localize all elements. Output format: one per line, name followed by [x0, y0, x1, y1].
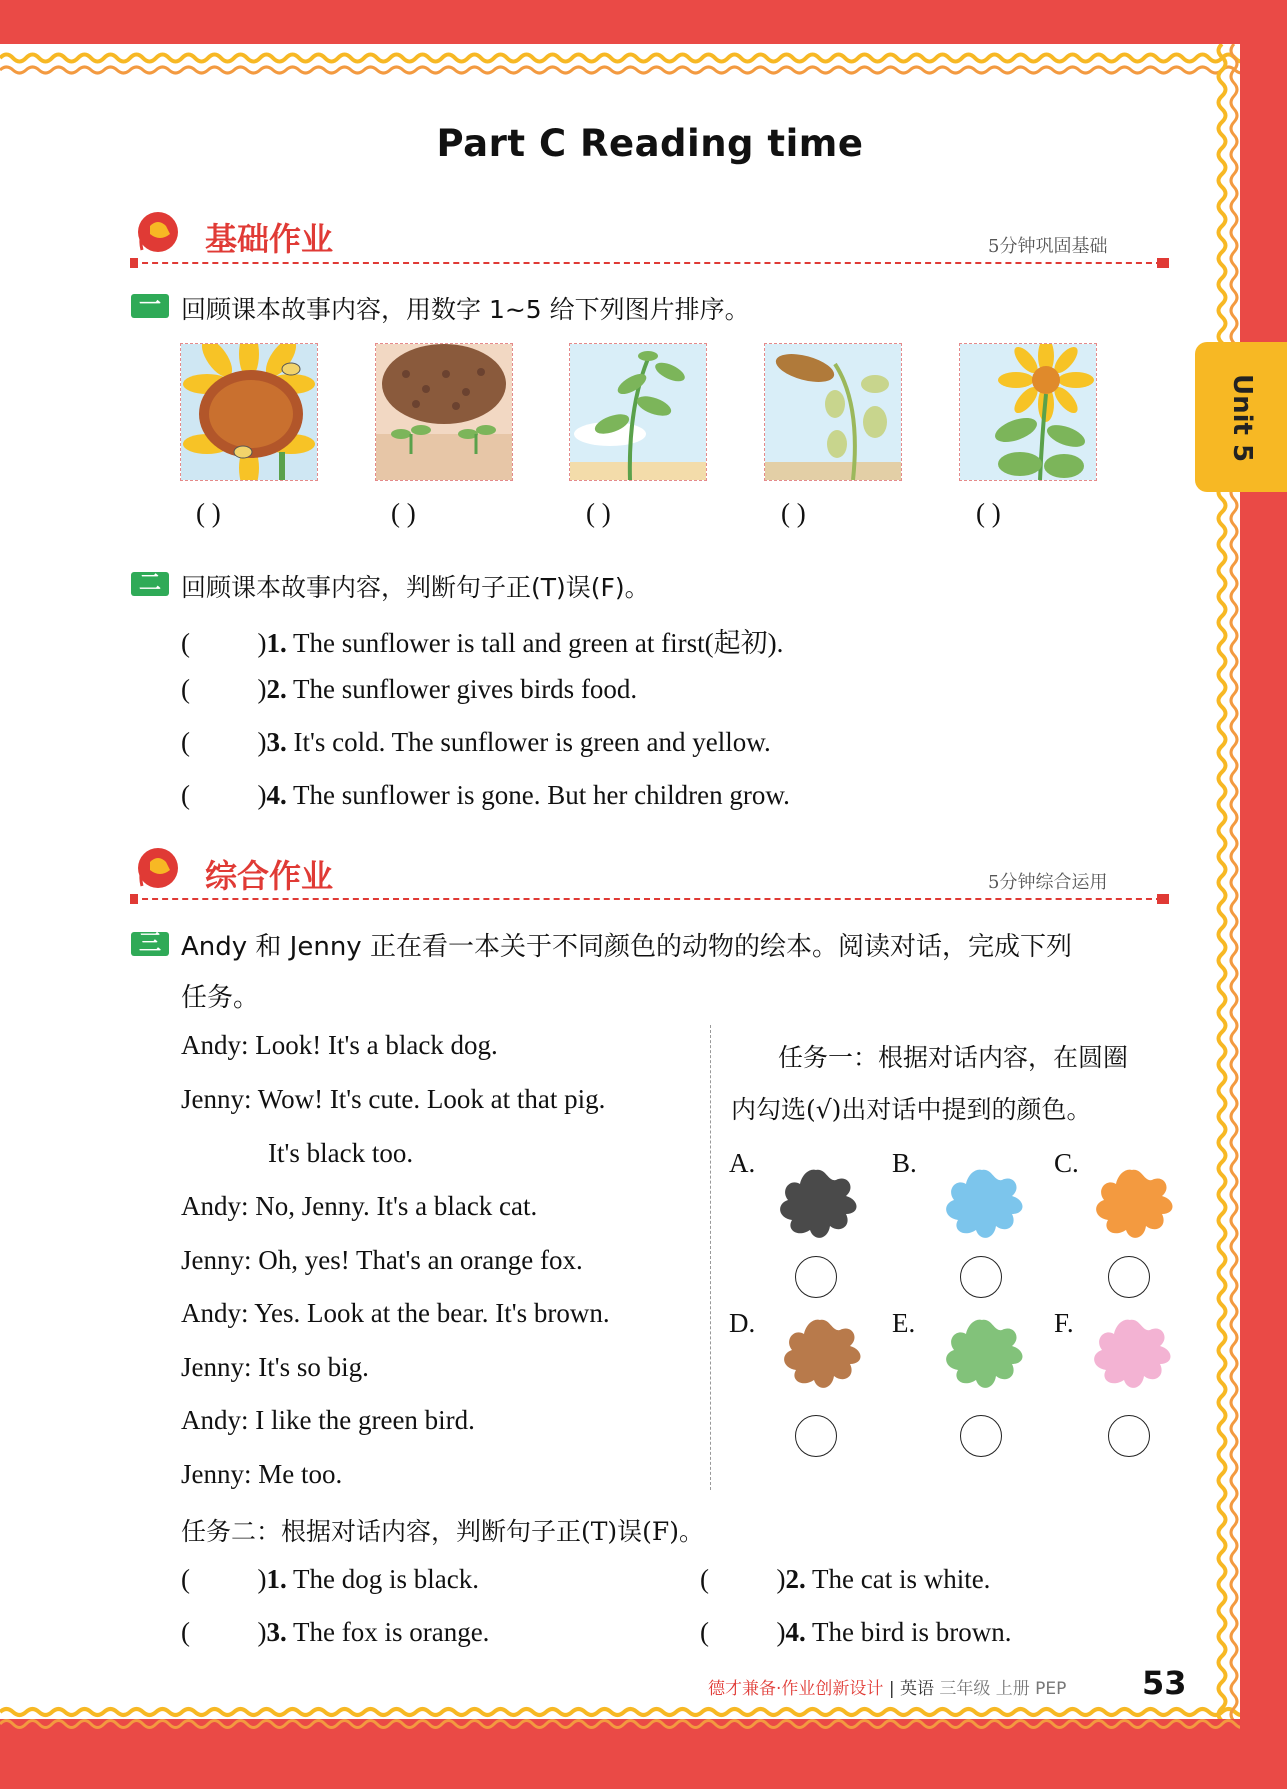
- answer-blank[interactable]: ( ): [700, 1564, 786, 1594]
- option-label-c: C.: [1054, 1148, 1079, 1178]
- picture-sunflower-bees: [180, 343, 318, 481]
- statement-text: The cat is white.: [805, 1564, 991, 1594]
- footer-subject: 英语: [899, 1679, 934, 1699]
- dialogue-line: Andy: Yes. Look at the bear. It's brown.: [181, 1298, 610, 1328]
- footer-grade: 三年级 上册 PEP: [939, 1679, 1067, 1699]
- checkbox-circle-b[interactable]: [960, 1256, 1002, 1298]
- question-number-1: 一: [131, 294, 169, 318]
- answer-blank[interactable]: ( ): [196, 498, 221, 528]
- section-integrated-subtitle: 5分钟综合运用: [988, 872, 1108, 893]
- option-label-f: F.: [1054, 1308, 1074, 1338]
- option-label-e: E.: [892, 1308, 916, 1338]
- unit-tab-label: Unit 5: [1227, 374, 1257, 463]
- question-1-text: 回顾课本故事内容，用数字 1~5 给下列图片排序。: [181, 295, 750, 324]
- divider-cap: [130, 894, 138, 904]
- item-number: 1.: [266, 1564, 287, 1594]
- question-number-2: 二: [131, 572, 169, 596]
- right-wavy-border: [1210, 44, 1256, 1719]
- checkbox-circle-c[interactable]: [1108, 1256, 1150, 1298]
- option-label-d: D.: [729, 1308, 756, 1338]
- section-basic-subtitle: 5分钟巩固基础: [988, 236, 1108, 257]
- task-2-instruction: 任务二：根据对话内容，判断句子正(T)误(F)。: [181, 1517, 705, 1546]
- paint-splash-blue-icon: [934, 1160, 1030, 1246]
- checkbox-circle-f[interactable]: [1108, 1415, 1150, 1457]
- answer-blank[interactable]: ( ): [181, 1564, 267, 1594]
- paint-splash-orange-icon: [1084, 1160, 1180, 1246]
- divider-cap: [1157, 258, 1169, 268]
- statement-text: The dog is black.: [286, 1564, 479, 1594]
- answer-blank[interactable]: ( ): [181, 628, 267, 658]
- answer-blank[interactable]: ( ): [181, 780, 267, 810]
- lantern-icon: [130, 840, 186, 896]
- section-divider: [132, 898, 1162, 900]
- answer-blank[interactable]: ( ): [181, 1617, 267, 1647]
- item-number: 3.: [266, 727, 287, 757]
- statement-row: [181, 1564, 479, 1595]
- answer-blank[interactable]: ( ): [181, 727, 267, 757]
- top-wavy-border: [0, 38, 1240, 84]
- dialogue-line: Jenny: Me too.: [181, 1459, 343, 1489]
- question-3-text-line1: Andy 和 Jenny 正在看一本关于不同颜色的动物的绘本。阅读对话，完成下列: [181, 932, 1072, 962]
- page-title: Part C Reading time: [436, 122, 864, 165]
- item-number: 2.: [266, 674, 287, 704]
- divider-cap: [1157, 894, 1169, 904]
- task-1-line1: 任务一：根据对话内容，在圆圈: [778, 1043, 1129, 1072]
- dialogue-line: Jenny: Oh, yes! That's an orange fox.: [181, 1245, 583, 1275]
- column-divider: [710, 1025, 711, 1490]
- dialogue-line: Jenny: It's so big.: [181, 1352, 369, 1382]
- dialogue-line: Andy: I like the green bird.: [181, 1405, 475, 1435]
- statement-row: [181, 621, 783, 660]
- answer-blank[interactable]: ( ): [700, 1617, 786, 1647]
- picture-wilted-sunflower: [764, 343, 902, 481]
- statement-row: [181, 780, 790, 811]
- statement-text: The sunflower is tall and green at first(起初).: [286, 628, 784, 658]
- answer-blank[interactable]: ( ): [181, 674, 267, 704]
- statement-text: It's cold. The sunflower is green and yellow.: [286, 727, 771, 757]
- item-number: 4.: [785, 1617, 806, 1647]
- option-label-b: B.: [892, 1148, 917, 1178]
- question-2-text: 回顾课本故事内容，判断句子正(T)误(F)。: [181, 573, 650, 602]
- statement-text: The bird is brown.: [805, 1617, 1012, 1647]
- section-divider: [132, 262, 1162, 264]
- answer-blank[interactable]: ( ): [976, 498, 1001, 528]
- question-number-3: 三: [131, 932, 169, 956]
- statement-text: The sunflower gives birds food.: [286, 674, 638, 704]
- statement-text: The sunflower is gone. But her children grow.: [286, 780, 790, 810]
- picture-seeds-sprouting: [375, 343, 513, 481]
- statement-row: [181, 674, 637, 705]
- statement-row: [700, 1617, 1011, 1648]
- paint-splash-pink-icon: [1082, 1310, 1178, 1396]
- section-integrated-title: 综合作业: [205, 857, 334, 895]
- checkbox-circle-e[interactable]: [960, 1415, 1002, 1457]
- lantern-icon: [130, 204, 186, 260]
- unit-tab[interactable]: [1195, 342, 1287, 492]
- picture-blooming-sunflower: [959, 343, 1097, 481]
- footer-separator: |: [888, 1679, 895, 1699]
- dialogue-line: Jenny: Wow! It's cute. Look at that pig.: [181, 1084, 606, 1114]
- answer-blank[interactable]: ( ): [586, 498, 611, 528]
- statement-row: [181, 727, 771, 758]
- footer-info: [708, 1674, 1066, 1699]
- statement-row: [181, 1617, 489, 1648]
- answer-blank[interactable]: ( ): [391, 498, 416, 528]
- dialogue-line: It's black too.: [268, 1138, 414, 1168]
- footer-brand: 德才兼备·作业创新设计: [708, 1679, 884, 1699]
- picture-green-stem: [569, 343, 707, 481]
- bottom-wavy-border: [0, 1698, 1240, 1744]
- answer-blank[interactable]: ( ): [781, 498, 806, 528]
- item-number: 1.: [266, 628, 287, 658]
- item-number: 4.: [266, 780, 287, 810]
- statement-row: [700, 1564, 990, 1595]
- checkbox-circle-a[interactable]: [795, 1256, 837, 1298]
- statement-text: The fox is orange.: [286, 1617, 490, 1647]
- question-3-text-line2: 任务。: [181, 983, 260, 1013]
- section-basic-title: 基础作业: [205, 220, 334, 258]
- dialogue-line: Andy: No, Jenny. It's a black cat.: [181, 1191, 538, 1221]
- divider-cap: [130, 258, 138, 268]
- paint-splash-black-icon: [768, 1160, 864, 1246]
- dialogue-line: Andy: Look! It's a black dog.: [181, 1030, 498, 1060]
- item-number: 3.: [266, 1617, 287, 1647]
- checkbox-circle-d[interactable]: [795, 1415, 837, 1457]
- paint-splash-brown-icon: [772, 1310, 868, 1396]
- page-number: 53: [1142, 1664, 1187, 1702]
- item-number: 2.: [785, 1564, 806, 1594]
- option-label-a: A.: [729, 1148, 756, 1178]
- paint-splash-green-icon: [934, 1310, 1030, 1396]
- task-1-line2: 内勾选(√)出对话中提到的颜色。: [731, 1095, 1092, 1124]
